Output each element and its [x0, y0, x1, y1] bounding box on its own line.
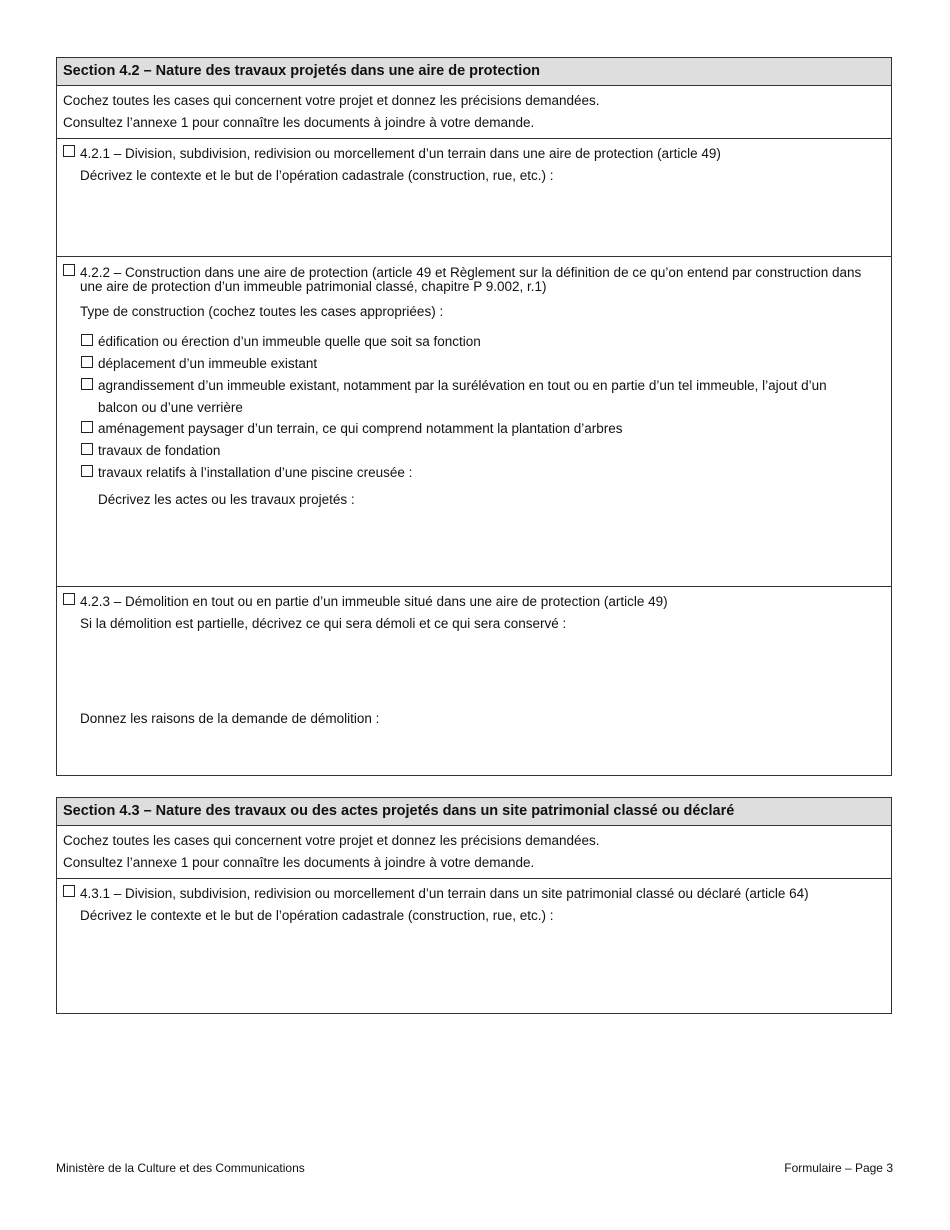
construction-type-prompt: Type de construction (cochez toutes les cases appropriées) :: [80, 304, 444, 319]
checkbox-4-2-2[interactable]: [63, 264, 75, 276]
section-4-2: [56, 57, 892, 776]
section-4-3-intro: [57, 826, 891, 879]
answer-area-4-2-1[interactable]: [80, 189, 880, 249]
option-2-label: déplacement d’un immeuble existant: [98, 356, 318, 371]
answer-area-4-2-3-b[interactable]: [80, 732, 880, 772]
option-1-label: édification ou érection d’un immeuble quelle que soit sa fonction: [98, 334, 481, 349]
checkbox-4-3-1[interactable]: [63, 885, 75, 897]
checkbox-option-3[interactable]: [81, 378, 93, 390]
question-4-2-2: [57, 257, 891, 587]
section-4-3-title: Section 4.3 – Nature des travaux ou des actes projetés dans un site patrimonial classé ou déclaré: [57, 798, 891, 826]
question-4-2-1-prompt: Décrivez le contexte et le but de l’opération cadastrale (construction, rue, etc.) :: [80, 168, 554, 183]
question-4-3-1-label: 4.3.1 – Division, subdivision, redivision ou morcellement d’un terrain dans un site patrimonial classé ou déclaré (article 64): [80, 886, 809, 901]
section-4-2-title: Section 4.2 – Nature des travaux projetés dans une aire de protection: [57, 58, 891, 86]
describe-works-prompt: Décrivez les actes ou les travaux projetés :: [98, 492, 355, 507]
question-4-2-3: [57, 587, 891, 779]
option-3-label: agrandissement d’un immeuble existant, notamment par la surélévation en tout ou en partie d’un tel immeuble, l’ajout d’un: [98, 378, 827, 393]
checkbox-option-2[interactable]: [81, 356, 93, 368]
answer-area-4-2-3-a[interactable]: [80, 637, 880, 707]
option-4-label: aménagement paysager d’un terrain, ce qui comprend notamment la plantation d’arbres: [98, 421, 623, 436]
checkbox-option-4[interactable]: [81, 421, 93, 433]
footer-page-number: Formulaire – Page 3: [784, 1161, 893, 1175]
checkbox-4-2-1[interactable]: [63, 145, 75, 157]
question-4-2-1: [57, 139, 891, 257]
checkbox-option-6[interactable]: [81, 465, 93, 477]
question-4-3-1: [57, 879, 891, 1017]
question-4-2-2-label: 4.2.2 – Construction dans une aire de protection (article 49 et Règlement sur la définition de ce qu’on entend par construction dans une aire de protection d’un immeuble patrimonial classé, chapitre P 9.002, r.1): [80, 265, 862, 294]
intro-line-2: Consultez l’annexe 1 pour connaître les documents à joindre à votre demande.: [63, 115, 535, 130]
demolition-reasons-prompt: Donnez les raisons de la demande de démolition :: [80, 711, 380, 726]
option-3-label-continued: balcon ou d’une verrière: [98, 400, 243, 415]
option-6-label: travaux relatifs à l’installation d’une piscine creusée :: [98, 465, 413, 480]
checkbox-4-2-3[interactable]: [63, 593, 75, 605]
question-4-2-1-label: 4.2.1 – Division, subdivision, redivision ou morcellement d’un terrain dans une aire de protection (article 49): [80, 146, 721, 161]
intro-line-1: Cochez toutes les cases qui concernent votre projet et donnez les précisions demandées.: [63, 833, 600, 848]
section-4-3: [56, 797, 892, 1014]
footer-ministry: Ministère de la Culture et des Communications: [56, 1161, 305, 1175]
option-5-label: travaux de fondation: [98, 443, 221, 458]
checkbox-option-1[interactable]: [81, 334, 93, 346]
question-4-2-3-label: 4.2.3 – Démolition en tout ou en partie d’un immeuble situé dans une aire de protection (article 49): [80, 594, 668, 609]
checkbox-option-5[interactable]: [81, 443, 93, 455]
intro-line-2: Consultez l’annexe 1 pour connaître les documents à joindre à votre demande.: [63, 855, 535, 870]
answer-area-4-2-2[interactable]: [98, 513, 878, 578]
answer-area-4-3-1[interactable]: [80, 929, 880, 1009]
section-4-2-intro: [57, 86, 891, 139]
question-4-3-1-prompt: Décrivez le contexte et le but de l’opération cadastrale (construction, rue, etc.) :: [80, 908, 554, 923]
intro-line-1: Cochez toutes les cases qui concernent votre projet et donnez les précisions demandées.: [63, 93, 600, 108]
partial-demolition-prompt: Si la démolition est partielle, décrivez ce qui sera démoli et ce qui sera conservé :: [80, 616, 567, 631]
